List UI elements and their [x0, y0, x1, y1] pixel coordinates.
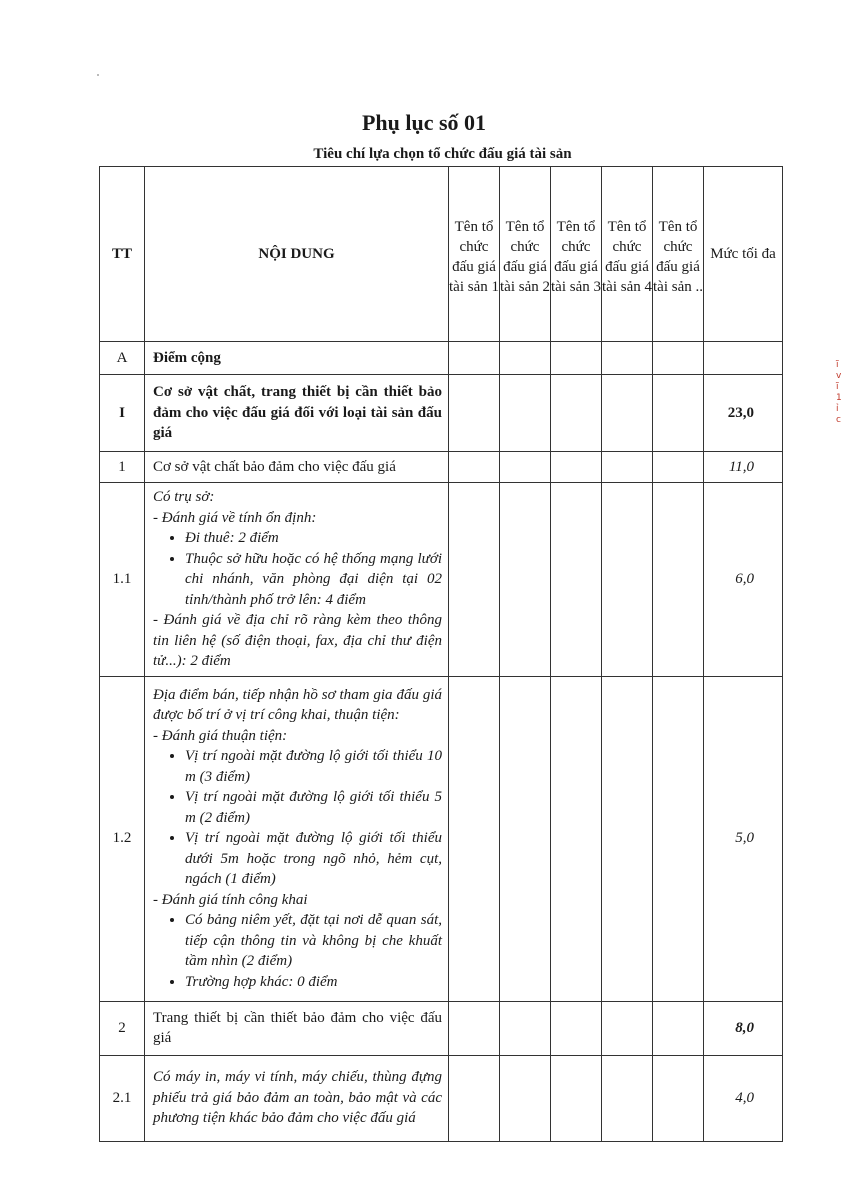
text-line: Có trụ sở:: [153, 489, 215, 505]
row-2-1-max: 4,0: [704, 1055, 783, 1141]
text-line: - Đánh giá về tính ổn định:: [153, 509, 317, 526]
page-title: Phụ lục số 01: [361, 110, 487, 135]
row-1-content: Cơ sở vật chất bảo đảm cho việc đấu giá: [145, 452, 449, 483]
bullet-item: • Có bảng niêm yết, đặt tại nơi dễ quan sát, tiếp cận thông tin và không bị che khuất tầm nhìn (2 điểm): [185, 910, 442, 972]
bullet-item: • Thuộc sở hữu hoặc có hệ thống mạng lưới chi nhánh, văn phòng đại diện tại 02 tỉnh/thành phố trở lên: 4 điểm: [185, 549, 442, 611]
row-i-max: 23,0: [704, 375, 783, 452]
row-2-1-content: Có máy in, máy vi tính, máy chiếu, thùng đựng phiếu trả giá bảo đảm an toàn, bảo mật và các phương tiện khác bảo đảm cho việc đấu giá: [145, 1055, 449, 1141]
header-max-score: Mức tối đa: [704, 167, 783, 342]
bullet-list: [153, 528, 442, 610]
header-org-4: Tên tổ chức đấu giá tài sản 4: [602, 167, 653, 342]
text-line: Địa điểm bán, tiếp nhận hồ sơ tham gia đấu giá được bố trí ở vị trí công khai, thuận tiện:: [153, 686, 442, 724]
row-i-content: Cơ sở vật chất, trang thiết bị cần thiết bảo đảm cho việc đấu giá đối với loại tài sản đấu giá: [145, 375, 449, 452]
criteria-table: [99, 166, 783, 1142]
bullet-item: • Vị trí ngoài mặt đường lộ giới tối thiểu 10 m (3 điểm): [185, 746, 442, 787]
table-row: [100, 1001, 783, 1055]
row-1-1-max: 6,0: [704, 483, 783, 677]
row-a-content: Điểm cộng: [145, 342, 449, 375]
table-row: [100, 483, 783, 677]
header-org-2: Tên tổ chức đấu giá tài sản 2: [500, 167, 551, 342]
row-1-2-content: [145, 676, 449, 1001]
header-org-3: Tên tổ chức đấu giá tài sản 3: [551, 167, 602, 342]
row-2-1-tt: 2.1: [100, 1055, 145, 1141]
row-1-1-content: [145, 483, 449, 677]
table-row: [100, 375, 783, 452]
row-1-2-max: 5,0: [704, 676, 783, 1001]
text-line: - Đánh giá tính công khai: [153, 891, 308, 908]
table-row: [100, 676, 783, 1001]
header-org-5: Tên tổ chức đấu giá tài sản ..: [653, 167, 704, 342]
row-1-tt: 1: [100, 452, 145, 483]
bullet-item: • Đi thuê: 2 điểm: [185, 528, 442, 549]
text-line: - Đánh giá về địa chỉ rõ ràng kèm theo thông tin liên hệ (số điện thoại, fax, địa chỉ thư điện tử...): 2 điểm: [153, 612, 442, 669]
header-tt: TT: [100, 167, 145, 342]
row-1-2-tt: 1.2: [100, 676, 145, 1001]
bullet-item: • Trường hợp khác: 0 điểm: [185, 972, 442, 993]
table-row: [100, 342, 783, 375]
row-2-content: Trang thiết bị cần thiết bảo đảm cho việc đấu giá: [145, 1001, 449, 1055]
bullet-item: • Vị trí ngoài mặt đường lộ giới tối thiểu dưới 5m hoặc trong ngõ nhỏ, hẻm cụt, ngách (1 điểm): [185, 828, 442, 890]
bullet-list: [153, 910, 442, 992]
row-2-tt: 2: [100, 1001, 145, 1055]
header-content: NỘI DUNG: [145, 167, 449, 342]
bullet-list: [153, 746, 442, 890]
row-1-1-tt: 1.1: [100, 483, 145, 677]
bullet-item: • Vị trí ngoài mặt đường lộ giới tối thiểu 5 m (2 điểm): [185, 787, 442, 828]
red-stamp-mark: ĩ v ĩ 1 ỉ c: [836, 360, 842, 425]
row-1-max: 11,0: [704, 452, 783, 483]
row-i-tt: I: [100, 375, 145, 452]
row-a-tt: A: [100, 342, 145, 375]
header-org-1: Tên tổ chức đấu giá tài sản 1: [449, 167, 500, 342]
table-row: [100, 452, 783, 483]
row-2-max: 8,0: [704, 1001, 783, 1055]
scan-speck: [97, 74, 99, 76]
header-row: [100, 167, 783, 342]
text-line: - Đánh giá thuận tiện:: [153, 727, 288, 744]
table-row: [100, 1055, 783, 1141]
page-subtitle: Tiêu chí lựa chọn tổ chức đấu giá tài sản: [313, 146, 572, 162]
